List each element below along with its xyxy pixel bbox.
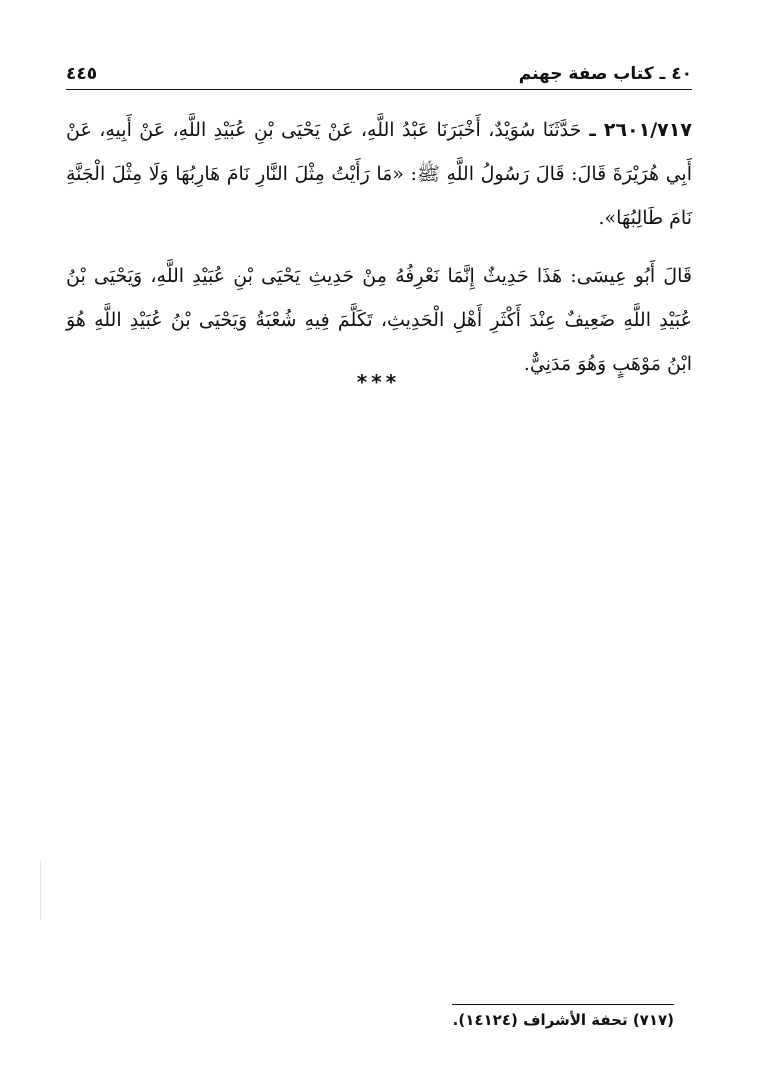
hadith-number-dash: ـ [581, 119, 604, 141]
chapter-title: ٤٠ ـ كتاب صفة جهنم [518, 64, 692, 84]
section-separator: *** [356, 370, 401, 394]
commentary-paragraph [66, 254, 692, 386]
page-number: ٤٤٥ [66, 64, 98, 84]
hadith-paragraph [66, 108, 692, 240]
hadith-number: ٢٦٠١/٧١٧ [603, 119, 692, 141]
margin-mark [40, 860, 41, 920]
footnote-rule [452, 1004, 674, 1005]
commentary-text: قَالَ أَبُو عِيسَى: هَذَا حَدِيثٌ إِنَّمَا نَعْرِفُهُ مِنْ حَدِيثِ يَحْيَى بْنِ عُبَيْدِ اللَّهِ، وَيَحْيَى بْنُ عُبَيْدِ اللَّهِ ضَعِيفٌ عِنْدَ أَكْثَرِ أَهْلِ الْحَدِيثِ، تَكَلَّمَ فِيهِ شُعْبَةُ وَيَحْيَى بْنُ عُبَيْدِ اللَّهِ هُوَ ابْنُ مَوْهَبٍ وَهُوَ مَدَنِيٌّ. [66, 265, 692, 375]
main-text [66, 108, 692, 386]
header-rule [66, 89, 692, 90]
hadith-text: حَدَّثَنَا سُوَيْدٌ، أَخْبَرَنَا عَبْدُ اللَّهِ، عَنْ يَحْيَى بْنِ عُبَيْدِ اللَّهِ، عَنْ أَبِيهِ، عَنْ أَبِي هُرَيْرَةَ قَالَ: قَالَ رَسُولُ اللَّهِ ﷺ: «مَا رَأَيْتُ مِثْلَ النَّارِ نَامَ هَارِبُهَا وَلَا مِثْلَ الْجَنَّةِ نَامَ طَالِبُهَا». [66, 119, 692, 229]
footnote: (٧١٧) تحفة الأشراف (١٤١٢٤). [452, 1011, 674, 1029]
page-header [66, 58, 692, 88]
